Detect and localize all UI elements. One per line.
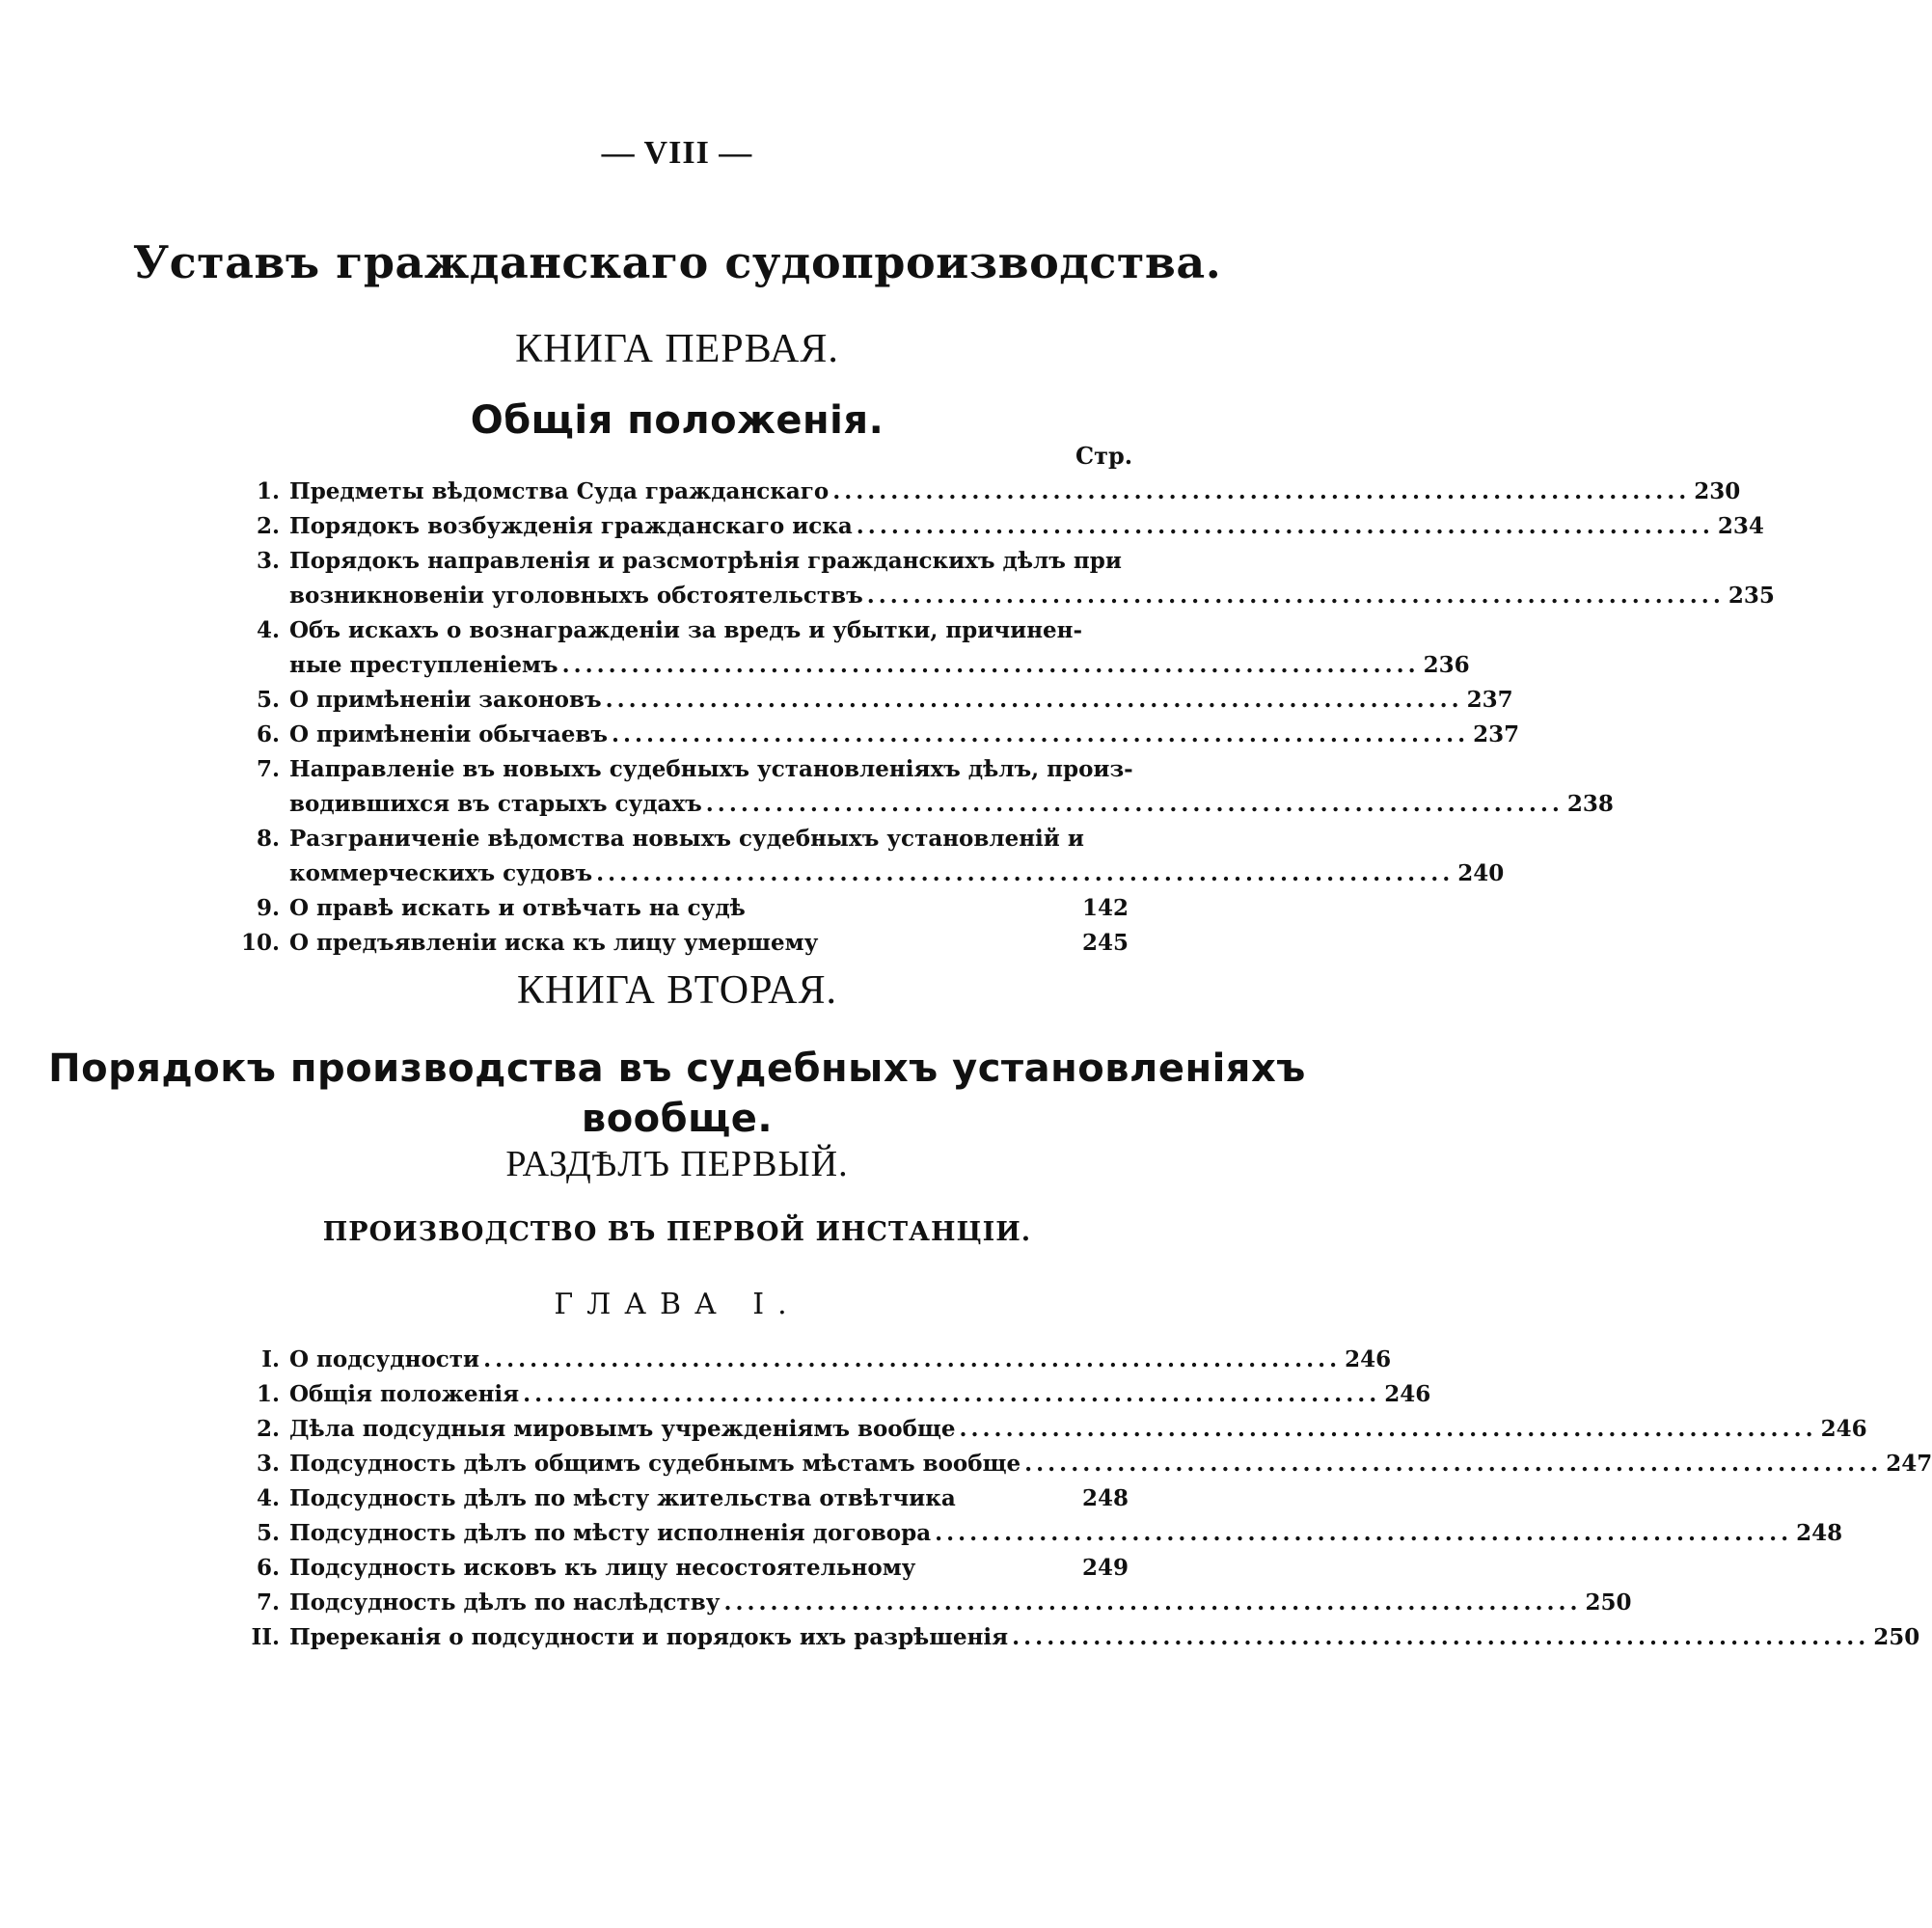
entry-number: 5. [256, 687, 280, 713]
entry-text: О подсудности [289, 1346, 480, 1372]
leader-dots [606, 683, 1457, 718]
toc-entry [231, 822, 1505, 891]
book2-toc [231, 1343, 1932, 1655]
book2-heading [0, 1044, 1354, 1144]
entry-text: Направленіе въ новыхъ судебныхъ установленіяхъ дѣлъ, произ- [289, 756, 1133, 782]
toc-entry [231, 1377, 1431, 1412]
entry-page: 250 [1873, 1624, 1920, 1650]
book2-heading-line1: Порядокъ производства въ судебныхъ установленіяхъ [48, 1046, 1306, 1091]
entry-number: I. [261, 1346, 280, 1372]
book1-toc [231, 475, 1775, 961]
entry-text: Подсудность дѣлъ по наслѣдству [289, 1589, 721, 1616]
toc-entry [231, 1551, 1129, 1586]
entry-page: 248 [1081, 1485, 1129, 1511]
book2-heading-line2: вообще. [581, 1097, 774, 1141]
entry-text: Подсудность дѣлъ общимъ судебнымъ мѣстамъ вообще [289, 1451, 1021, 1477]
entry-number: 4. [256, 1485, 280, 1511]
toc-entry [231, 475, 1741, 509]
leader-dots [1012, 1620, 1864, 1655]
toc-entry [231, 1481, 1129, 1516]
entry-text: Объ искахъ о вознагражденіи за вредъ и убытки, причинен- [289, 617, 1083, 643]
entry-page: 230 [1694, 478, 1741, 504]
entry-page: 142 [1081, 895, 1129, 921]
leader-dots [706, 787, 1558, 822]
entry-text: О правѣ искать и отвѣчать на судѣ [289, 895, 746, 921]
toc-entry [231, 1447, 1932, 1481]
entry-number: 2. [256, 513, 280, 539]
entry-page: 246 [1384, 1381, 1431, 1407]
leader-dots [832, 475, 1684, 509]
entry-number: 4. [256, 617, 280, 643]
section-title: РАЗДѢЛЪ ПЕРВЫЙ. [505, 1144, 849, 1184]
entry-text: Разграниченіе вѣдомства новыхъ судебныхъ установленій и [289, 826, 1084, 852]
toc-entry [231, 752, 1614, 822]
toc-entry [231, 509, 1764, 544]
entry-page: 235 [1728, 583, 1775, 609]
entry-page: 237 [1473, 721, 1520, 747]
toc-entry [231, 718, 1520, 752]
entry-page: 238 [1566, 791, 1614, 817]
entry-page: 246 [1820, 1416, 1867, 1442]
entry-number: 3. [256, 548, 280, 574]
entry-page: 246 [1345, 1346, 1392, 1372]
leader-dots [857, 509, 1708, 544]
leader-dots [935, 1516, 1786, 1551]
book2-title: КНИГА ВТОРАЯ. [517, 968, 837, 1013]
leader-dots [596, 856, 1448, 891]
page-number: — VIII — [601, 135, 753, 171]
entry-text-continued: возникновеніи уголовныхъ обстоятельствъ [289, 583, 863, 609]
entry-number: 1. [256, 1381, 280, 1407]
leader-dots [612, 718, 1463, 752]
entry-number: 5. [256, 1520, 280, 1546]
leader-dots [562, 648, 1414, 683]
entry-text: Предметы вѣдомства Суда гражданскаго [289, 478, 830, 504]
entry-text-continued: коммерческихъ судовъ [289, 860, 593, 886]
entry-text: Подсудность дѣлъ по мѣсту жительства отвѣтчика [289, 1485, 956, 1511]
book1-heading: Общія положенія. [470, 398, 884, 443]
toc-entry [231, 1516, 1843, 1551]
entry-number: 1. [256, 478, 280, 504]
toc-entry [231, 891, 1129, 926]
toc-entry [231, 926, 1129, 961]
leader-dots [960, 1412, 1811, 1447]
toc-entry [231, 1586, 1632, 1620]
entry-text: Порядокъ направленія и разсмотрѣнія гражданскихъ дѣлъ при [289, 548, 1122, 574]
entry-text: О примѣненіи обычаевъ [289, 721, 609, 747]
entry-page: 240 [1457, 860, 1505, 886]
entry-text: Дѣла подсудныя мировымъ учрежденіямъ вообще [289, 1416, 956, 1442]
entry-text: Подсудность исковъ къ лицу несостоятельному [289, 1555, 916, 1581]
entry-number: 6. [256, 721, 280, 747]
entry-text: О примѣненіи законовъ [289, 687, 602, 713]
entry-number: 7. [256, 756, 280, 782]
page-column-label: Стр. [1075, 442, 1133, 470]
entry-number: 9. [256, 895, 280, 921]
entry-number: 3. [256, 1451, 280, 1477]
chapter-title: ГЛАВА I. [554, 1288, 801, 1321]
toc-entry [231, 544, 1775, 613]
leader-dots [523, 1377, 1374, 1412]
leader-dots [1024, 1447, 1876, 1481]
subsection-title: ПРОИЗВОДСТВО ВЪ ПЕРВОЙ ИНСТАНЦІИ. [322, 1217, 1032, 1247]
toc-entry [231, 1412, 1867, 1447]
entry-number: 2. [256, 1416, 280, 1442]
document-title: Уставъ гражданскаго судопроизводства. [132, 236, 1222, 288]
entry-page: 248 [1796, 1520, 1843, 1546]
entry-page: 234 [1717, 513, 1764, 539]
entry-page: 245 [1081, 930, 1129, 956]
entry-number: 10. [240, 930, 280, 956]
entry-page: 236 [1423, 652, 1470, 678]
entry-text: Подсудность дѣлъ по мѣсту исполненія договора [289, 1520, 932, 1546]
entry-number: 7. [256, 1589, 280, 1616]
entry-number: 6. [256, 1555, 280, 1581]
entry-number: 8. [256, 826, 280, 852]
toc-entry [231, 613, 1470, 683]
entry-page: 237 [1466, 687, 1513, 713]
entry-text-continued: ные преступленіемъ [289, 652, 558, 678]
entry-page: 247 [1886, 1451, 1932, 1477]
entry-text: О предъявленіи иска къ лицу умершему [289, 930, 819, 956]
entry-page: 250 [1585, 1589, 1632, 1616]
entry-page: 249 [1081, 1555, 1129, 1581]
book1-title: КНИГА ПЕРВАЯ. [515, 327, 839, 371]
toc-entry [231, 683, 1513, 718]
entry-text: Общія положенія [289, 1381, 520, 1407]
entry-number: II. [251, 1624, 280, 1650]
toc-entry [231, 1343, 1392, 1377]
entry-text: Пререканія о подсудности и порядокъ ихъ разрѣшенія [289, 1624, 1009, 1650]
toc-entry [231, 1620, 1920, 1655]
entry-text: Порядокъ возбужденія гражданскаго иска [289, 513, 853, 539]
leader-dots [867, 579, 1719, 613]
leader-dots [723, 1586, 1575, 1620]
leader-dots [483, 1343, 1335, 1377]
entry-text-continued: водившихся въ старыхъ судахъ [289, 791, 702, 817]
